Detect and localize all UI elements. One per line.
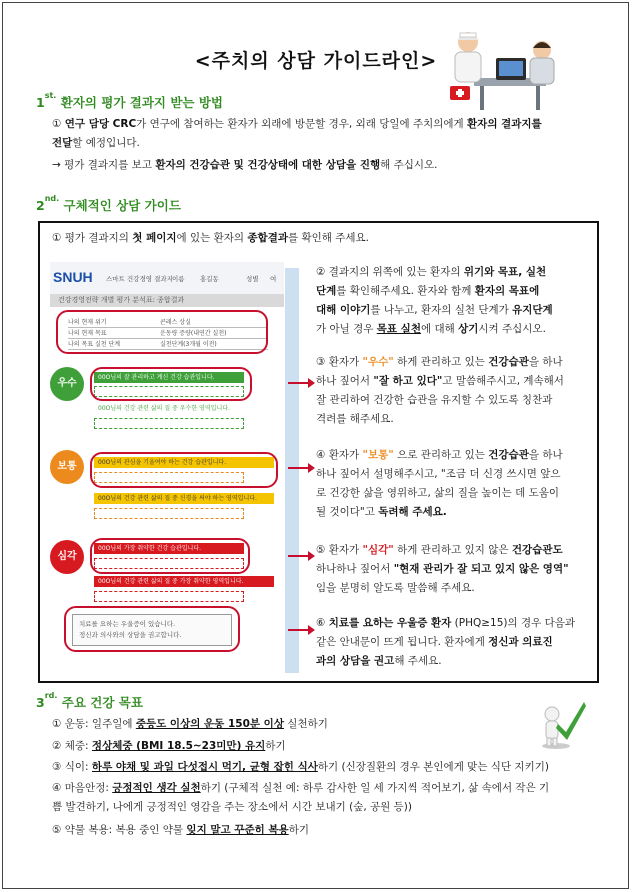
health-goal-2: ② 체중: 정상체중 (BMI 18.5~23미만) 유지하기 [52,740,286,752]
guide-item-5: ⑤ 환자가 "심각" 하게 관리하고 있지 않은 건강습관도 하나하나 짚어서 "현재 관리가 잘 되고 있지 않은 영역" 임을 분명히 알도록 말씀해 주세요. [316,544,569,594]
guide-item-6: ⑥ 치료를 요하는 우울증 환자 (PHQ≥15)의 경우 다음과 같은 안내문이 뜨게 됩니다. 환자에게 정신과 의료진 과의 상담을 권고해 주세요. [316,617,576,667]
report-goal-table: 나의 현재 위기 콘레스 상실 나의 현재 목표 운동량 증량(내연간 실천) 나의 목표 실천 단계 실천단계(3개월 이전) [68,317,268,350]
snuh-logo: SNUH [53,269,93,285]
report-title-bar: 건강경영전략 개별 평가 분석표: 종합결과 [50,294,284,307]
goal-highlight-oval [56,310,268,354]
document-title: <주치의 상담 가이드라인> [194,50,438,72]
severe-highlight-oval [90,538,250,574]
report-header: SNUH 스마트 건강경영 결과지 이름 홍길동 성별 여 [50,262,284,296]
arrow-right-icon [288,555,310,557]
guide-item-3: ③ 환자가 "우수" 하게 관리하고 있는 건강습관을 하나 하나 짚어서 "잘 하고 있다"고 말씀해주시고, 계속해서 잘 관리하여 건강한 습관을 유지할 수 있도록 칭찬과 격려를 해주세요. [316,356,564,425]
decorative-divider-stripe [285,268,299,673]
normal-habit-bar: 00O님의 관심을 기울여야 하는 건강 습관입니다. [94,457,274,468]
health-goal-4: ④ 마음안정: 긍정적인 생각 실천하기 (구체적 실천 예: 하루 감사한 일 세 가지씩 적어보기, 삶 속에서 작은 기 쁨 발견하기, 나에게 긍정적인 영감을 주는 장소에서 시간 보내기 (숲, 공원 등)) [52,782,550,813]
section1-paragraph2: → 평가 결과지를 보고 환자의 건강습관 및 건강상태에 대한 상담을 진행해 주십시오. [52,159,438,171]
normal-highlight-oval [90,452,278,488]
normal-rating-circle: 보통 [50,450,84,484]
good-qol-box [94,418,244,429]
health-goal-3: ③ 식이: 하루 야채 및 과일 다섯접시 먹기, 균형 잡힌 식사하기 (신장질환의 경우 본인에게 맞는 식단 지키기) [52,761,549,773]
severe-habit-bar: 00O님의 가장 취약한 건강 습관입니다. [94,543,244,554]
checkmark-person-icon [532,698,588,750]
severe-qol-bar: 00O님의 건강 관련 삶의 질 중 가장 취약한 영역입니다. [94,576,274,587]
good-highlight-oval [90,367,252,401]
arrow-right-icon [288,467,310,469]
good-qol-bar: 00O님의 건강 관련 삶의 질 중 우수한 영역입니다. [94,403,244,414]
severe-rating-circle: 심각 [50,540,84,574]
depression-highlight-oval [64,606,240,652]
doctor-consultation-illustration [446,20,566,112]
good-rating-circle: 우수 [50,367,84,401]
health-goal-5: ⑤ 약물 복용: 복용 중인 약물 잊지 말고 꾸준히 복용하기 [52,824,309,836]
section1-paragraph1: ① 연구 담당 CRC가 연구에 참여하는 환자가 외래에 방문할 경우, 외래 당일에 주치의에게 환자의 결과지를 전달할 예정입니다. [52,118,542,149]
guide-item-1: ① 평가 결과지의 첫 페이지에 있는 환자의 종합결과를 확인해 주세요. [52,232,369,244]
section1-heading: $1^{st.}$ 환자의 평가 결과지 받는 방법 [36,91,223,110]
guide-item-2: ② 결과지의 위쪽에 있는 환자의 위기와 목표, 실천 단계를 확인해주세요. 환자와 함께 환자의 목표에 대해 이야기를 나누고, 환자의 실천 단계가 유지단계 가 아닐 경우 목표 실천에 대해 상기시켜 주십시오. [316,266,553,335]
normal-qol-bar: 00O님의 건강 관련 삶의 질 중 신경을 써야 하는 영역입니다. [94,493,274,504]
section2-heading: $2^{nd.}$ 구체적인 상담 가이드 [36,194,181,213]
severe-qol-box [94,591,244,602]
guide-item-4: ④ 환자가 "보통" 으로 관리하고 있는 건강습관을 하나 하나 짚어서 설명해주시고, "조금 더 신경 쓰시면 앞으 로 건강한 삶을 영위하고, 삶의 질을 높이는 데 도움이 될 것이다"고 독려해 주세요. [316,449,563,518]
arrow-right-icon [288,382,310,384]
normal-qol-box [94,508,244,519]
report-sample-image [50,262,284,672]
depression-notice-box: 치료를 요하는 우울증이 있습니다. 정신과 의사와의 상담을 권고합니다. [72,614,232,646]
arrow-right-icon [288,629,310,631]
good-habit-bar: 00O님의 잘 관리하고 계신 건강 습관입니다. [94,372,244,383]
health-goal-1: ① 운동: 일주일에 중등도 이상의 운동 150분 이상 실천하기 [52,718,328,730]
section3-heading: $3^{rd.}$ 주요 건강 목표 [36,691,143,710]
